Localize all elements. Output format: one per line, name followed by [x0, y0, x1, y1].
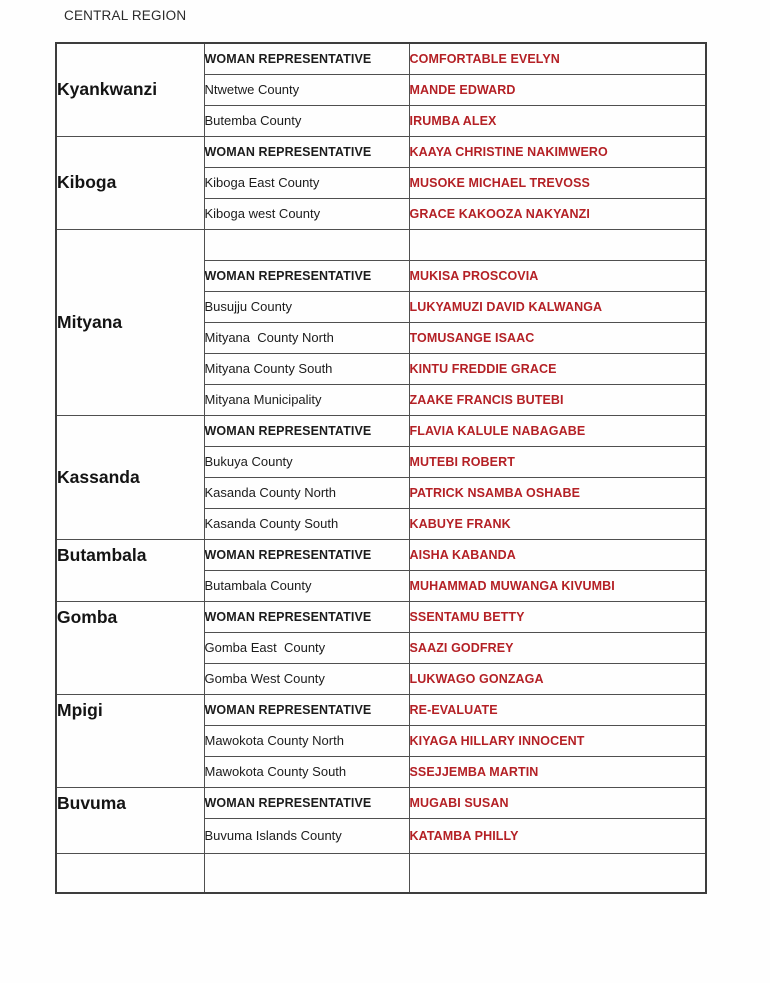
table-row: [56, 43, 706, 74]
constituency-cell: WOMAN REPRESENTATIVE: [204, 539, 409, 570]
representative-cell: COMFORTABLE EVELYN: [409, 43, 706, 74]
constituency-cell: Butambala County: [204, 570, 409, 601]
district-cell: Mpigi: [56, 694, 204, 787]
constituency-cell: Mawokota County North: [204, 725, 409, 756]
table-row: [56, 853, 706, 893]
representative-cell: MUHAMMAD MUWANGA KIVUMBI: [409, 570, 706, 601]
constituency-cell: WOMAN REPRESENTATIVE: [204, 694, 409, 725]
representative-cell: KAAYA CHRISTINE NAKIMWERO: [409, 136, 706, 167]
constituency-cell: Kasanda County North: [204, 477, 409, 508]
constituency-cell: Gomba West County: [204, 663, 409, 694]
representative-cell: MANDE EDWARD: [409, 74, 706, 105]
representative-cell: FLAVIA KALULE NABAGABE: [409, 415, 706, 446]
district-cell: Kassanda: [56, 415, 204, 539]
representative-cell: KINTU FREDDIE GRACE: [409, 353, 706, 384]
district-cell: Buvuma: [56, 787, 204, 853]
representative-cell: KATAMBA PHILLY: [409, 818, 706, 853]
representative-cell: PATRICK NSAMBA OSHABE: [409, 477, 706, 508]
representative-cell: TOMUSANGE ISAAC: [409, 322, 706, 353]
representative-cell: SSENTAMU BETTY: [409, 601, 706, 632]
table-row: [56, 539, 706, 570]
constituency-cell: WOMAN REPRESENTATIVE: [204, 787, 409, 818]
district-cell: Butambala: [56, 539, 204, 601]
representative-cell: AISHA KABANDA: [409, 539, 706, 570]
constituency-cell: [204, 853, 409, 893]
constituency-cell: Kiboga west County: [204, 198, 409, 229]
representative-cell: IRUMBA ALEX: [409, 105, 706, 136]
constituency-cell: WOMAN REPRESENTATIVE: [204, 601, 409, 632]
representative-cell: MUSOKE MICHAEL TREVOSS: [409, 167, 706, 198]
constituency-cell: Kiboga East County: [204, 167, 409, 198]
constituency-cell: Mawokota County South: [204, 756, 409, 787]
district-cell: Mityana: [56, 229, 204, 415]
representative-cell: ZAAKE FRANCIS BUTEBI: [409, 384, 706, 415]
table-row: [56, 694, 706, 725]
district-cell: Kiboga: [56, 136, 204, 229]
constituency-cell: [204, 229, 409, 260]
district-cell: [56, 853, 204, 893]
constituency-cell: Mityana County South: [204, 353, 409, 384]
constituency-cell: WOMAN REPRESENTATIVE: [204, 136, 409, 167]
representative-cell: MUTEBI ROBERT: [409, 446, 706, 477]
representative-cell: [409, 853, 706, 893]
representative-cell: RE-EVALUATE: [409, 694, 706, 725]
constituency-cell: Buvuma Islands County: [204, 818, 409, 853]
district-cell: Kyankwanzi: [56, 43, 204, 136]
representative-cell: [409, 229, 706, 260]
constituency-cell: WOMAN REPRESENTATIVE: [204, 415, 409, 446]
representative-cell: GRACE KAKOOZA NAKYANZI: [409, 198, 706, 229]
constituency-cell: Kasanda County South: [204, 508, 409, 539]
table-row: [56, 136, 706, 167]
representative-cell: LUKWAGO GONZAGA: [409, 663, 706, 694]
constituency-cell: Mityana Municipality: [204, 384, 409, 415]
constituency-cell: WOMAN REPRESENTATIVE: [204, 43, 409, 74]
table-row: [56, 601, 706, 632]
representative-cell: KIYAGA HILLARY INNOCENT: [409, 725, 706, 756]
representative-cell: MUGABI SUSAN: [409, 787, 706, 818]
district-cell: Gomba: [56, 601, 204, 694]
constituency-cell: Mityana County North: [204, 322, 409, 353]
constituency-cell: Busujju County: [204, 291, 409, 322]
constituency-cell: Ntwetwe County: [204, 74, 409, 105]
table-row: [56, 415, 706, 446]
representative-cell: LUKYAMUZI DAVID KALWANGA: [409, 291, 706, 322]
table-row: [56, 787, 706, 818]
constituency-cell: WOMAN REPRESENTATIVE: [204, 260, 409, 291]
representative-cell: SAAZI GODFREY: [409, 632, 706, 663]
representative-cell: MUKISA PROSCOVIA: [409, 260, 706, 291]
table-row: [56, 229, 706, 260]
representative-cell: KABUYE FRANK: [409, 508, 706, 539]
representative-cell: SSEJJEMBA MARTIN: [409, 756, 706, 787]
constituency-cell: Gomba East County: [204, 632, 409, 663]
constituency-cell: Butemba County: [204, 105, 409, 136]
page-title: CENTRAL REGION: [64, 8, 187, 23]
region-representatives-table: [55, 42, 707, 894]
constituency-cell: Bukuya County: [204, 446, 409, 477]
